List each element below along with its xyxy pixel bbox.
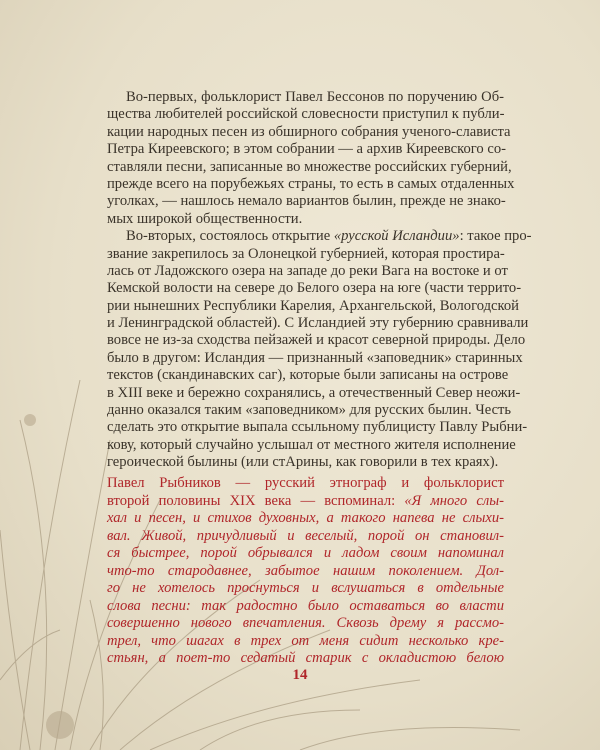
text-line: в XIII веке и бережно сохранялись, а отечественный Север неожи- (107, 384, 521, 401)
quote-line: го не хотелось проснуться и вслушаться в отдельные (107, 580, 504, 596)
text-line: текстов (скандинавских саг), которые были записаны на острове (107, 367, 509, 384)
text-line: лась от Ладожского озера на западе до реки Вага на востоке и от (107, 262, 508, 279)
quote-line: хал и песен, и стихов духовных, а такого напева не слыхи- (107, 510, 504, 526)
text-line: вовсе не из-за сходства пейзажей и красот северной природы. Дело (107, 332, 526, 349)
text-line: ставляли песни, записанные во множестве российских губерний, (107, 158, 512, 175)
emphasis: «Я много слы- (404, 492, 504, 509)
quote-line: трел, что шагах в трех от меня сидит несколько кре- (107, 632, 504, 649)
text-line: Петра Киреевского; в этом собрании — а архив Киреевского со- (107, 141, 506, 158)
text-span: : такое про- (459, 228, 532, 245)
quote-line (107, 493, 504, 511)
quote-line: совершенно нового впечатления. Сквозь дрему я рассмо- (107, 615, 504, 631)
text-line: рии нынешних Республики Карелия, Архангельской, Вологодской (107, 297, 519, 314)
text-line: Кемской волости на севере до Белого озера на юге (части террито- (107, 280, 522, 297)
text-line: мых широкой общественности. (107, 210, 303, 227)
text-span: второй половины XIX века — вспоминал: (107, 492, 405, 509)
quote-block (107, 475, 504, 668)
page-number: 14 (292, 667, 308, 683)
quote-line: слова песни: так радостно было оставаться во власти (107, 597, 504, 614)
text-line: кову, который случайно услышал от местного жителя исполнение (107, 436, 516, 453)
text-line: уголках, — нашлось немало вариантов былин, прежде не знако- (107, 193, 506, 210)
text-line: героической былины (или стАрины, как говорили в тех краях). (107, 454, 499, 471)
text-line: щества любителей российской словесности приступил к публи- (107, 106, 505, 123)
body-text (107, 89, 532, 472)
emphasis: «русской Исландии» (333, 228, 460, 245)
text-line (107, 228, 532, 245)
quote-line: ся быстрее, порой обрывался и ладом своим напоминал (107, 545, 504, 561)
text-line: прежде всего на порубежьях страны, то есть в самых отдаленных (107, 175, 515, 192)
flower-icon (24, 414, 74, 739)
text-span: Во-вторых, состоялось открытие (126, 228, 334, 245)
text-line: данно оказался таким «заповедником» для русских былин. Честь (107, 402, 512, 419)
quote-line: что-то стародавнее, забытое нашим поколением. Дол- (107, 562, 504, 579)
text-line: Во-первых, фольклорист Павел Бессонов по поручению Об- (126, 89, 504, 105)
text-line: кации народных песен из обширного собрания ученого-слависта (107, 123, 511, 140)
text-line: было в другом: Исландия — признанный «заповедник» старинных (107, 349, 523, 366)
text-line: и Ленинградской областей). С Исландией эту губернию сравнивали (107, 315, 529, 332)
quote-line: стьян, а поет-то седатый старик с окладистою белою (107, 650, 504, 666)
quote-line: Павел Рыбников — русский этнограф и фольклорист (107, 475, 504, 491)
quote-line: вал. Живой, причудливый и веселый, порой он становил- (107, 527, 504, 544)
text-line: сделать это открытие выпала ссыльному публицисту Павлу Рыбни- (107, 419, 528, 436)
text-line: звание закрепилось за Олонецкой губернией, которая простира- (107, 245, 505, 262)
